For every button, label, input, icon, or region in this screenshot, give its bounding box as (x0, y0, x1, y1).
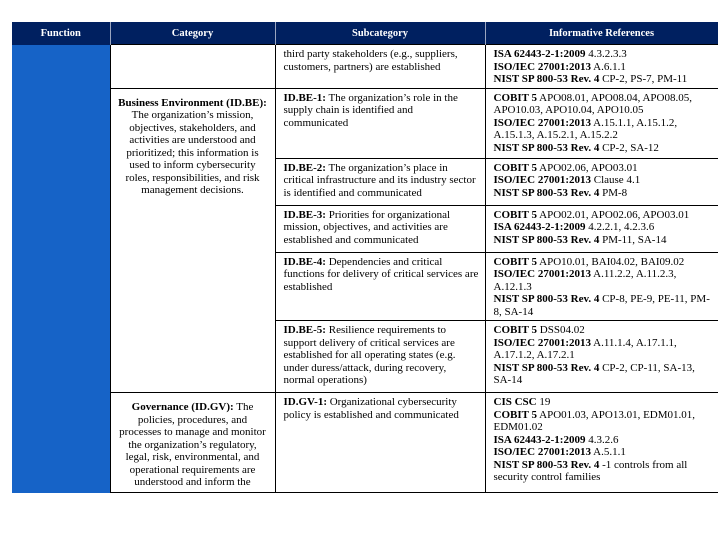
subcategory-id: ID.BE-2: (283, 161, 326, 174)
subcategory-text: Dependencies and critical functions for delivery of critical services are established (283, 255, 479, 293)
subcategory-id: ID.BE-5: (283, 324, 326, 336)
framework-table-page (12, 22, 718, 502)
subcategory-cell (275, 321, 485, 393)
subcategory-cell (275, 45, 485, 89)
subcategory-text: Resilience requirements to support delivery of critical services are established for all operating states (e.g. under duress/attack, during recovery, normal operations) (283, 324, 456, 386)
reference-line: CIS CSC 19 (493, 396, 551, 408)
references-cell (485, 45, 718, 89)
category-description: The policies, procedures, and processes to manage and monitor the organization’s regulatory, legal, risk, environmental, and operational requirements are understood and inform the (119, 401, 266, 488)
reference-line: ISO/IEC 27001:2013 A.11.1.4, A.17.1.1, A.17.1.2, A.17.2.1 (493, 336, 677, 361)
reference-line: COBIT 5 APO02.01, APO02.06, APO03.01 (493, 208, 690, 221)
references-cell (485, 252, 718, 321)
framework-core-table (12, 22, 718, 493)
subcategory-text: The organization’s role in the supply chain is identified and communicated (283, 91, 458, 129)
header-row (12, 22, 718, 45)
category-cell-continued (110, 45, 275, 89)
reference-line: NIST SP 800-53 Rev. 4 CP-2, CP-11, SA-13, SA-14 (493, 361, 695, 386)
subcategory-cell (275, 252, 485, 321)
references-cell (485, 205, 718, 252)
reference-line: ISO/IEC 27001:2013 A.6.1.1 (493, 60, 626, 73)
subcategory-cell (275, 205, 485, 252)
subcategory-id: ID.BE-4: (283, 255, 326, 268)
references-cell (485, 88, 718, 158)
references-cell (485, 158, 718, 205)
category-title: Governance (ID.GV): (131, 401, 234, 413)
category-description: The organization’s mission, objectives, stakeholders, and activities are understood and prioritized; this information is used to inform cybersecurity roles, responsibilities, and risk management decisions. (125, 109, 260, 196)
category-cell-governance (110, 393, 275, 493)
subcategory-text: Organizational cybersecurity policy is established and communicated (283, 396, 459, 421)
reference-line: COBIT 5 APO02.06, APO03.01 (493, 161, 638, 174)
subcategory-text: third party stakeholders (e.g., suppliers, customers, partners) are established (283, 48, 458, 73)
reference-line: NIST SP 800-53 Rev. 4 PM-11, SA-14 (493, 233, 667, 246)
subcategory-cell (275, 158, 485, 205)
subcategory-text: Priorities for organizational mission, objectives, and activities are established and communicated (283, 208, 451, 246)
reference-line: ISA 62443-2-1:2009 4.2.2.1, 4.2.3.6 (493, 221, 655, 233)
reference-line: ISO/IEC 27001:2013 A.11.2.2, A.11.2.3, A.12.1.3 (493, 268, 677, 293)
reference-line: ISO/IEC 27001:2013 Clause 4.1 (493, 174, 641, 186)
header-category: Category (110, 22, 275, 45)
reference-line: ISO/IEC 27001:2013 A.5.1.1 (493, 446, 626, 458)
reference-line: NIST SP 800-53 Rev. 4 -1 controls from all security control families (493, 458, 688, 483)
references-cell (485, 321, 718, 393)
subcategory-id: ID.BE-3: (283, 208, 326, 221)
reference-line: NIST SP 800-53 Rev. 4 CP-2, PS-7, PM-11 (493, 73, 688, 85)
reference-line: NIST SP 800-53 Rev. 4 CP-2, SA-12 (493, 141, 659, 154)
reference-line: COBIT 5 APO10.01, BAI04.02, BAI09.02 (493, 255, 685, 268)
category-title: Business Environment (ID.BE): (118, 96, 267, 109)
reference-line: ISA 62443-2-1:2009 4.3.2.6 (493, 433, 619, 446)
table-row (12, 88, 718, 158)
table-row (12, 393, 718, 493)
reference-line: ISO/IEC 27001:2013 A.15.1.1, A.15.1.2, A.15.1.3, A.15.2.1, A.15.2.2 (493, 116, 678, 141)
references-cell (485, 393, 718, 493)
reference-line: COBIT 5 APO08.01, APO08.04, APO08.05, APO10.03, APO10.04, APO10.05 (493, 91, 692, 116)
subcategory-id: ID.BE-1: (283, 91, 326, 104)
subcategory-id: ID.GV-1: (283, 396, 327, 408)
category-cell-business-environment (110, 88, 275, 393)
reference-line: NIST SP 800-53 Rev. 4 CP-8, PE-9, PE-11, PM-8, SA-14 (493, 293, 710, 318)
reference-line: COBIT 5 APO01.03, APO13.01, EDM01.01, EDM01.02 (493, 408, 696, 433)
header-informative-references: Informative References (485, 22, 718, 45)
table-row (12, 45, 718, 89)
reference-line: COBIT 5 DSS04.02 (493, 324, 585, 336)
subcategory-cell (275, 88, 485, 158)
function-cell (12, 45, 110, 493)
reference-line: NIST SP 800-53 Rev. 4 PM-8 (493, 186, 628, 199)
subcategory-cell (275, 393, 485, 493)
header-subcategory: Subcategory (275, 22, 485, 45)
subcategory-text: The organization’s place in critical infrastructure and its industry sector is identified and communicated (283, 161, 476, 199)
reference-line: ISA 62443-2-1:2009 4.3.2.3.3 (493, 48, 627, 60)
header-function: Function (12, 22, 110, 45)
